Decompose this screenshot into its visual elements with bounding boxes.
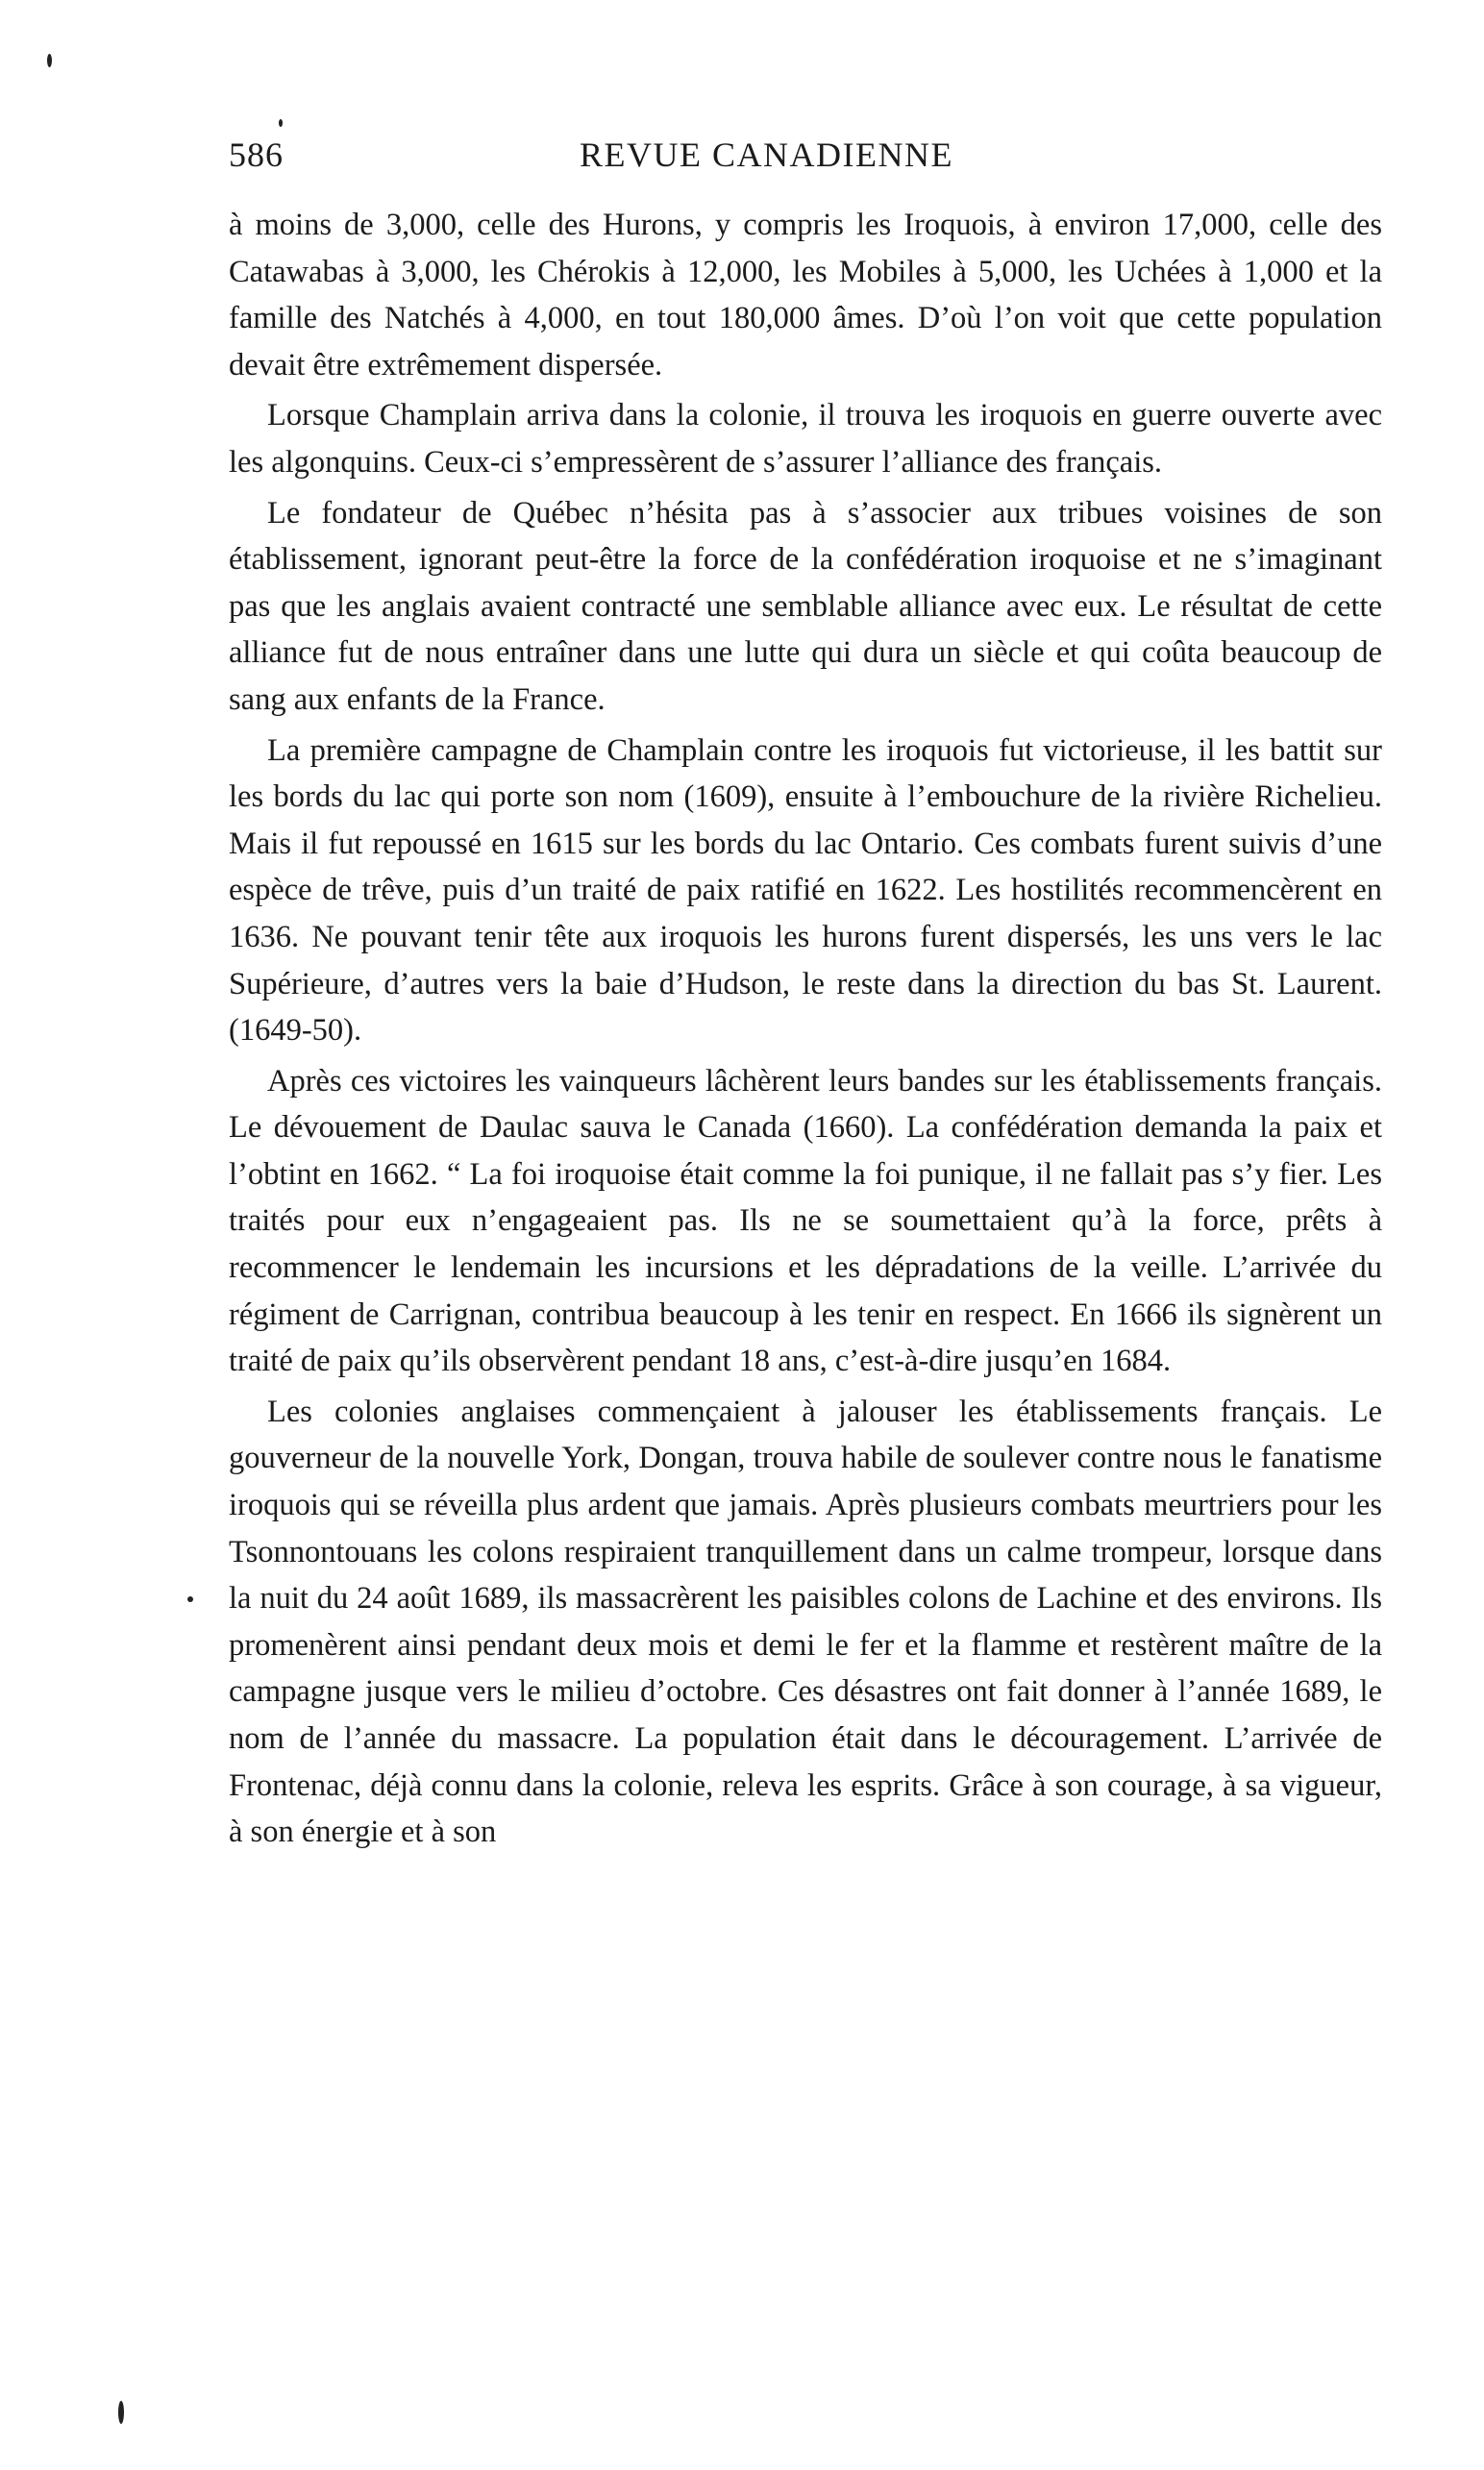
scan-speck bbox=[47, 54, 52, 67]
paragraph: Après ces victoires les vainqueurs lâchèrent leurs bandes sur les établissements français. Le dévouement de Daulac sauva le Canada (1660). La confédération demanda la paix et l’obtint en 1662. “ La foi iroquoise était comme la foi punique, il ne fallait pas s’y fier. Les traités pour eux n’engageaient pas. Ils ne se soumettaient qu’à la force, prêts à recommencer le lendemain les incursions et les dépradations de la veille. L’arrivée du régiment de Carrignan, contribua beaucoup à les tenir en respect. En 1666 ils signèrent un traité de paix qu’ils observèrent pendant 18 ans, c’est-à-dire jusqu’en 1684. bbox=[229, 1063, 1382, 1379]
scan-speck bbox=[279, 119, 283, 127]
paragraph: Lorsque Champlain arriva dans la colonie, il trouva les iroquois en guerre ouverte avec les algonquins. Ceux-ci s’empressèrent de s’assurer l’alliance des français. bbox=[229, 398, 1382, 480]
page-header bbox=[229, 135, 1382, 188]
paragraph: Le fondateur de Québec n’hésita pas à s’associer aux tribues voisines de son établissement, ignorant peut-être la force de la confédération iroquoise et ne s’imaginant pas que les anglais avaient contracté une semblable alliance avec eux. Le résultat de cette alliance fut de nous entraîner dans une lutte qui dura un siècle et qui coûta beaucoup de sang aux enfants de la France. bbox=[229, 495, 1382, 717]
paragraph-continued: à moins de 3,000, celle des Hurons, y compris les Iroquois, à environ 17,000, celle des Catawabas à 3,000, les Chérokis à 12,000, les Mobiles à 5,000, les Uchées à 1,000 et la famille des Natchés à 4,000, en tout 180,000 âmes. D’où l’on voit que cette population devait être extrêmement dispersée. bbox=[229, 208, 1382, 383]
paragraph: La première campagne de Champlain contre les iroquois fut victorieuse, il les battit sur les bords du lac qui porte son nom (1609), ensuite à l’embouchure de la rivière Richelieu. Mais il fut repoussé en 1615 sur les bords du lac Ontario. Ces combats furent suivis d’une espèce de trêve, puis d’un traité de paix ratifié en 1622. Les hostilités recommencèrent en 1636. Ne pouvant tenir tête aux iroquois les hurons furent dispersés, les uns vers le lac Supérieure, d’autres vers la baie d’Hudson, le reste dans la direction du bas St. Laurent. (1649-50). bbox=[229, 732, 1382, 1049]
scan-speck bbox=[118, 2401, 124, 2424]
body-text bbox=[229, 202, 1382, 1856]
paragraph: Les colonies anglaises commençaient à jalouser les établissements français. Le gouverneur de la nouvelle York, Dongan, trouva habile de soulever contre nous le fanatisme iroquois qui se réveilla plus ardent que jamais. Après plusieurs combats meurtriers pour les Tsonnontouans les colons respiraient tranquillement dans un calme trompeur, lorsque dans la nuit du 24 août 1689, ils massacrèrent les paisibles colons de Lachine et des environs. Ils promenèrent ainsi pendant deux mois et demi le fer et la flamme et restèrent maître de la campagne jusque vers le milieu d’octobre. Ces désastres ont fait donner à l’année 1689, le nom de l’année du massacre. La population était dans le découragement. L’arrivée de Frontenac, déjà connu dans la colonie, releva les esprits. Grâce à son courage, à sa vigueur, à son énergie et à son bbox=[229, 1394, 1382, 1850]
running-title: REVUE CANADIENNE bbox=[580, 136, 953, 174]
page-content bbox=[229, 135, 1382, 1860]
page-number: 586 bbox=[229, 136, 284, 174]
scan-speck bbox=[187, 1596, 193, 1602]
